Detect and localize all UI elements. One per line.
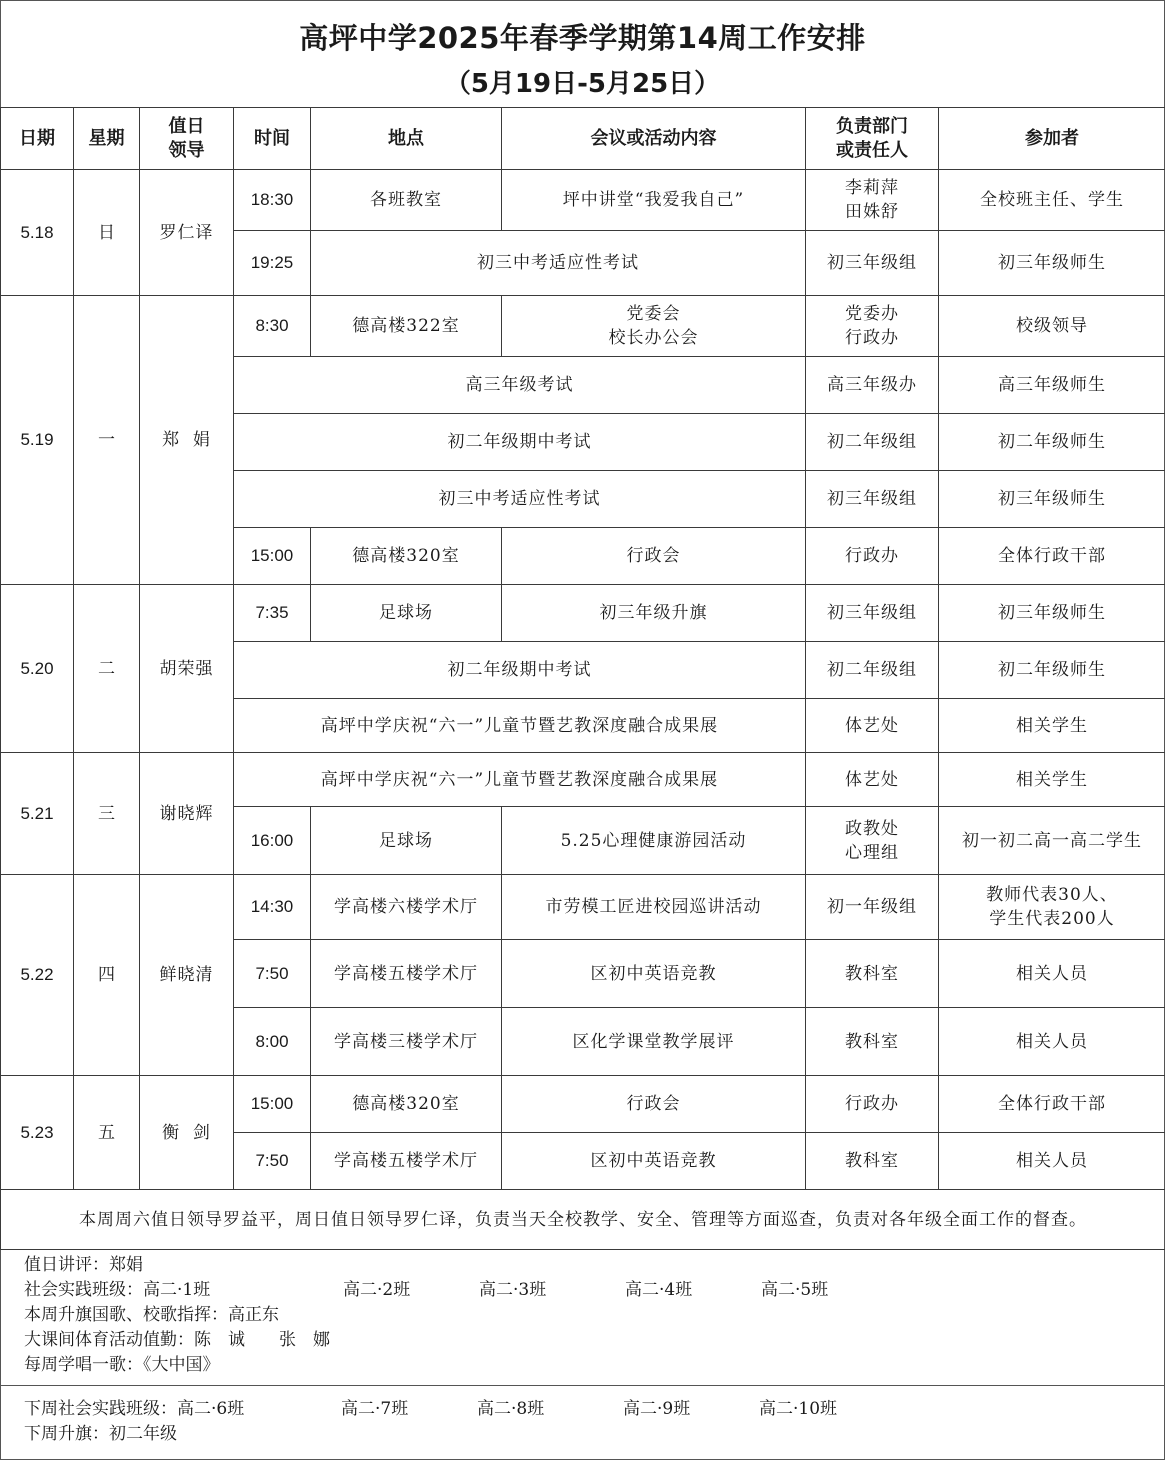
dept-cell: 教科室 xyxy=(806,1008,939,1076)
page-title: 高坪中学2025年春季学期第14周工作安排 xyxy=(299,21,866,55)
place-cell: 学高楼六楼学术厅 xyxy=(311,875,502,940)
dept-cell: 初二年级组 xyxy=(806,414,939,471)
date-cell: 5.23 xyxy=(1,1076,74,1190)
time-cell: 16:00 xyxy=(234,807,311,875)
social-practice-class: 高二·4班 xyxy=(625,1280,693,1300)
dept-cell: 政教处 心理组 xyxy=(806,807,939,875)
content-cell: 行政会 xyxy=(502,1076,806,1133)
page-header xyxy=(0,0,1165,107)
pe-duty: 大课间体育活动值勤：陈 诚 张 娜 xyxy=(24,1330,330,1350)
time-cell: 7:50 xyxy=(234,940,311,1008)
leader-cell: 衡 剑 xyxy=(140,1076,234,1190)
weekday-cell: 三 xyxy=(74,753,140,875)
dept-cell: 初三年级组 xyxy=(806,585,939,642)
dept-cell: 体艺处 xyxy=(806,753,939,807)
dept-cell: 教科室 xyxy=(806,1133,939,1190)
time-cell: 8:30 xyxy=(234,296,311,357)
date-cell: 5.19 xyxy=(1,296,74,585)
weekday-cell: 二 xyxy=(74,585,140,753)
header-time: 时间 xyxy=(234,108,311,170)
info-line xyxy=(24,1328,1144,1353)
participants-cell: 初一初二高一高二学生 xyxy=(939,807,1165,875)
place-cell: 足球场 xyxy=(311,585,502,642)
dept-cell: 党委办 行政办 xyxy=(806,296,939,357)
content-cell: 初三年级升旗 xyxy=(502,585,806,642)
participants-cell: 相关人员 xyxy=(939,1008,1165,1076)
next-social-label: 下周社会实践班级：高二·6班 xyxy=(24,1399,245,1419)
leader-cell: 谢晓辉 xyxy=(140,753,234,875)
content-cell: 坪中讲堂“我爱我自己” xyxy=(502,170,806,231)
info-block xyxy=(24,1253,1144,1378)
place-cell: 学高楼五楼学术厅 xyxy=(311,940,502,1008)
header-weekday: 星期 xyxy=(74,108,140,170)
participants-cell: 初二年级师生 xyxy=(939,414,1165,471)
place-cell: 德高楼320室 xyxy=(311,528,502,585)
content-cell: 行政会 xyxy=(502,528,806,585)
dept-cell: 初三年级组 xyxy=(806,231,939,296)
content-cell: 5.25心理健康游园活动 xyxy=(502,807,806,875)
info-line xyxy=(24,1278,1144,1303)
table-note-row xyxy=(1,1190,1165,1250)
content-cell: 初三中考适应性考试 xyxy=(311,231,806,296)
content-cell: 市劳模工匠进校园巡讲活动 xyxy=(502,875,806,940)
time-cell: 15:00 xyxy=(234,1076,311,1133)
time-cell: 7:35 xyxy=(234,585,311,642)
participants-cell: 全校班主任、学生 xyxy=(939,170,1165,231)
participants-cell: 相关学生 xyxy=(939,699,1165,753)
table-row xyxy=(1,296,1165,357)
participants-cell: 相关人员 xyxy=(939,940,1165,1008)
dept-cell: 初二年级组 xyxy=(806,642,939,699)
schedule-table xyxy=(0,107,1165,1250)
table-row xyxy=(1,585,1165,642)
time-cell: 7:50 xyxy=(234,1133,311,1190)
info-line xyxy=(24,1353,1144,1378)
content-cell: 党委会 校长办公会 xyxy=(502,296,806,357)
content-cell: 高三年级考试 xyxy=(234,357,806,414)
next-week-block xyxy=(24,1397,1144,1447)
social-practice-label: 社会实践班级：高二·1班 xyxy=(24,1280,211,1300)
info-line xyxy=(24,1422,1144,1447)
date-cell: 5.21 xyxy=(1,753,74,875)
header-content: 会议或活动内容 xyxy=(502,108,806,170)
leader-cell: 罗仁译 xyxy=(140,170,234,296)
next-social-class: 高二·10班 xyxy=(759,1399,838,1419)
duty-comment: 值日讲评：郑娟 xyxy=(24,1255,143,1275)
info-line xyxy=(24,1303,1144,1328)
participants-cell: 教师代表30人、 学生代表200人 xyxy=(939,875,1165,940)
table-row xyxy=(1,875,1165,940)
dept-cell: 行政办 xyxy=(806,528,939,585)
header-date: 日期 xyxy=(1,108,74,170)
date-cell: 5.20 xyxy=(1,585,74,753)
time-cell: 8:00 xyxy=(234,1008,311,1076)
content-cell: 初二年级期中考试 xyxy=(234,642,806,699)
participants-cell: 相关人员 xyxy=(939,1133,1165,1190)
content-cell: 区初中英语竞教 xyxy=(502,940,806,1008)
table-row xyxy=(1,753,1165,807)
participants-cell: 全体行政干部 xyxy=(939,1076,1165,1133)
place-cell: 德高楼322室 xyxy=(311,296,502,357)
weekday-cell: 五 xyxy=(74,1076,140,1190)
place-cell: 各班教室 xyxy=(311,170,502,231)
header-dept: 负责部门 或责任人 xyxy=(806,108,939,170)
weekday-cell: 一 xyxy=(74,296,140,585)
next-social-class: 高二·7班 xyxy=(341,1399,409,1419)
header-participants: 参加者 xyxy=(939,108,1165,170)
social-practice-class: 高二·5班 xyxy=(761,1280,829,1300)
info-line xyxy=(24,1397,1144,1422)
place-cell: 学高楼五楼学术厅 xyxy=(311,1133,502,1190)
time-cell: 18:30 xyxy=(234,170,311,231)
flag-conductor: 本周升旗国歌、校歌指挥：高正东 xyxy=(24,1305,279,1325)
place-cell: 足球场 xyxy=(311,807,502,875)
participants-cell: 高三年级师生 xyxy=(939,357,1165,414)
dept-cell: 李莉萍 田姝舒 xyxy=(806,170,939,231)
leader-cell: 鲜晓清 xyxy=(140,875,234,1076)
content-cell: 初二年级期中考试 xyxy=(234,414,806,471)
participants-cell: 全体行政干部 xyxy=(939,528,1165,585)
content-cell: 初三中考适应性考试 xyxy=(234,471,806,528)
place-cell: 德高楼320室 xyxy=(311,1076,502,1133)
leader-cell: 郑 娟 xyxy=(140,296,234,585)
participants-cell: 初二年级师生 xyxy=(939,642,1165,699)
weekly-song: 每周学唱一歌：《大中国》 xyxy=(24,1355,220,1375)
header-leader: 值日 领导 xyxy=(140,108,234,170)
participants-cell: 校级领导 xyxy=(939,296,1165,357)
table-row xyxy=(1,170,1165,231)
dept-cell: 行政办 xyxy=(806,1076,939,1133)
social-practice-class: 高二·2班 xyxy=(343,1280,411,1300)
dept-cell: 高三年级办 xyxy=(806,357,939,414)
weekday-cell: 日 xyxy=(74,170,140,296)
section-divider xyxy=(0,1385,1165,1386)
content-cell: 高坪中学庆祝“六一”儿童节暨艺教深度融合成果展 xyxy=(234,753,806,807)
dept-cell: 教科室 xyxy=(806,940,939,1008)
weekday-cell: 四 xyxy=(74,875,140,1076)
duty-note: 本周周六值日领导罗益平，周日值日领导罗仁译，负责当天全校教学、安全、管理等方面巡查，负责对各年级全面工作的督查。 xyxy=(1,1190,1165,1250)
header-place: 地点 xyxy=(311,108,502,170)
leader-cell: 胡荣强 xyxy=(140,585,234,753)
table-row xyxy=(1,1076,1165,1133)
next-social-class: 高二·9班 xyxy=(623,1399,691,1419)
table-header-row xyxy=(1,108,1165,170)
date-cell: 5.22 xyxy=(1,875,74,1076)
time-cell: 19:25 xyxy=(234,231,311,296)
dept-cell: 初一年级组 xyxy=(806,875,939,940)
info-line xyxy=(24,1253,1144,1278)
content-cell: 高坪中学庆祝“六一”儿童节暨艺教深度融合成果展 xyxy=(234,699,806,753)
time-cell: 14:30 xyxy=(234,875,311,940)
next-flag: 下周升旗：初二年级 xyxy=(24,1424,177,1444)
social-practice-class: 高二·3班 xyxy=(479,1280,547,1300)
place-cell: 学高楼三楼学术厅 xyxy=(311,1008,502,1076)
participants-cell: 初三年级师生 xyxy=(939,471,1165,528)
dept-cell: 体艺处 xyxy=(806,699,939,753)
content-cell: 区初中英语竞教 xyxy=(502,1133,806,1190)
content-cell: 区化学课堂教学展评 xyxy=(502,1008,806,1076)
participants-cell: 初三年级师生 xyxy=(939,231,1165,296)
page-subtitle: （5月19日-5月25日） xyxy=(444,69,721,99)
participants-cell: 初三年级师生 xyxy=(939,585,1165,642)
participants-cell: 相关学生 xyxy=(939,753,1165,807)
next-social-class: 高二·8班 xyxy=(477,1399,545,1419)
dept-cell: 初三年级组 xyxy=(806,471,939,528)
time-cell: 15:00 xyxy=(234,528,311,585)
date-cell: 5.18 xyxy=(1,170,74,296)
